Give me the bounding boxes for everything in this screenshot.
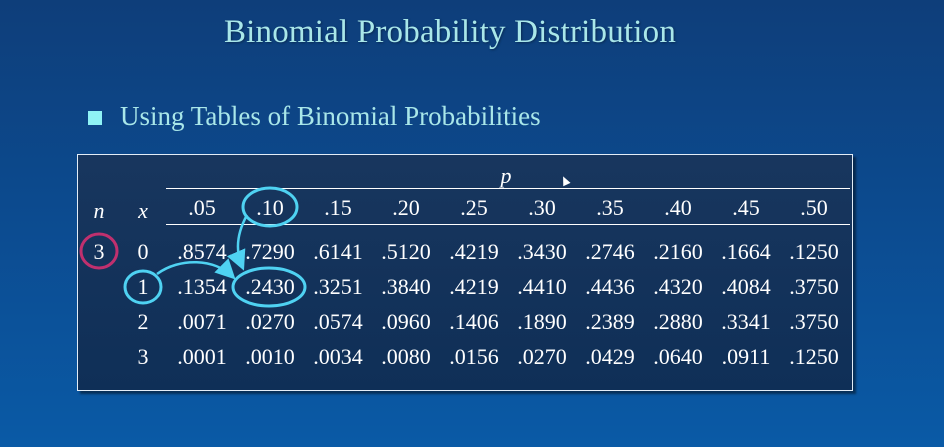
prob-cell: .3251 [313,274,363,299]
prob-cell: .0911 [721,344,771,369]
prob-cell: .7290 [245,239,295,264]
prob-cell: .0080 [381,344,431,369]
p-label: p [500,163,512,188]
x-value: 1 [137,274,149,299]
prob-cell: .0270 [245,309,295,334]
prob-cell: .0156 [449,344,499,369]
x-value: 0 [137,239,149,264]
bullet-item [88,101,541,132]
prob-cell: .0034 [313,344,363,369]
prob-cell: .3750 [789,309,839,334]
prob-cell: .4219 [449,239,499,264]
prob-cell: .0640 [653,344,703,369]
bullet-square-icon [88,111,102,125]
binomial-table [77,154,853,391]
p-value: .10 [256,195,284,220]
prob-cell: .1250 [789,344,839,369]
prob-cell: .2430 [245,274,295,299]
prob-cell: .4410 [517,274,567,299]
prob-cell: .3750 [789,274,839,299]
n-value: 3 [93,239,105,264]
p-value: .50 [800,195,828,220]
prob-cell: .0001 [177,344,227,369]
prob-cell: .0071 [177,309,227,334]
prob-cell: .4084 [721,274,771,299]
x-value: 2 [137,309,149,334]
prob-cell: .0429 [585,344,635,369]
prob-cell: .1890 [517,309,567,334]
prob-cell: .4219 [449,274,499,299]
x-label: x [138,198,148,223]
p-value: .45 [732,195,760,220]
prob-cell: .1250 [789,239,839,264]
prob-cell: .0960 [381,309,431,334]
slide-title: Binomial Probability Distribution [223,14,677,50]
header-rule-top [166,188,850,189]
p-value: .15 [324,195,352,220]
prob-cell: .8574 [177,239,227,264]
header-rule-bottom [166,224,850,225]
prob-cell: .3341 [721,309,771,334]
prob-cell: .6141 [313,239,363,264]
p-value: .35 [596,195,624,220]
prob-cell: .3430 [517,239,567,264]
n-label: n [93,198,105,223]
prob-cell: .3840 [381,274,431,299]
p-value: .40 [664,195,692,220]
p-value: .30 [528,195,556,220]
prob-cell: .2160 [653,239,703,264]
prob-cell: .2880 [653,309,703,334]
prob-cell: .1664 [721,239,771,264]
p-value: .05 [188,195,216,220]
p-value: .20 [392,195,420,220]
prob-cell: .0574 [313,309,363,334]
prob-cell: .2746 [585,239,635,264]
x-value: 3 [137,344,149,369]
prob-cell: .4320 [653,274,703,299]
prob-cell: .1354 [177,274,227,299]
prob-cell: .0010 [245,344,295,369]
prob-cell: .4436 [585,274,635,299]
prob-cell: .2389 [585,309,635,334]
prob-cell: .1406 [449,309,499,334]
prob-cell: .0270 [517,344,567,369]
bullet-text: Using Tables of Binomial Probabilities [120,101,541,131]
p-value: .25 [460,195,488,220]
prob-cell: .5120 [381,239,431,264]
